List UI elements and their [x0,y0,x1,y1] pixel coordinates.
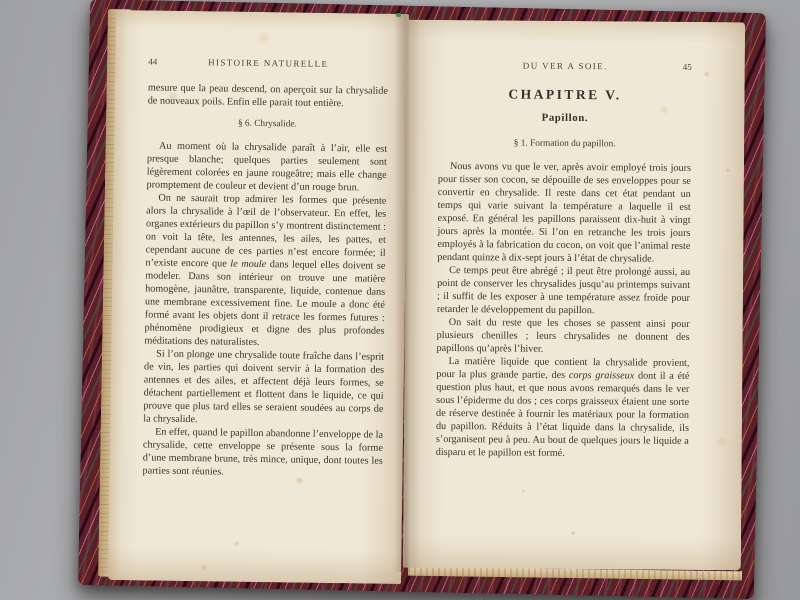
right-page-body [436,87,692,461]
paragraph: La matière liquide que contient la chrysalide provient, pour la plus grande partie, des corps graisseux dont il a été question plus haut, et que nous avons remarqués dans le ver sous l’épiderme du dos ; ces corps graisseux étaient une sorte de réserve destinée à fournir les matériaux pour la formation du papillon. Réduits à l’état liquide dans la chrysalide, ils s’organisent peu à peu. Au bout de quelques jours le liquide a disparu et le papillon est formé. [435,356,690,459]
heading: § 6. Chrysalide. [237,118,297,130]
right-page [403,20,745,571]
paragraph: Ce temps peut être abrégé ; il peut être prolongé aussi, au point de conserver les chrysalides jusqu’au printemps suivant ; il suffit de les exposer à une température assez froide pour retarder le développement du papillon. [436,265,691,317]
left-page-body [142,81,388,480]
left-page-header [148,56,388,73]
right-page-number: 45 [682,61,692,72]
right-running-header: DU VER A SOIE. [522,60,608,72]
right-page-header [439,60,692,76]
paragraph: En effet, quand le papillon abandonne l’enveloppe de la chrysalide, cette enveloppe se présente sous la forme d’une membrane brune, très mince, unique, dont toutes les parties sont réunies. [142,426,384,478]
paragraph: Au moment où la chrysalide paraît à l’air, elle est presque blanche; quelques parties seulement sont légèrement colorées en jaune rougeâtre; mais elle change promptement de couleur et devient d’un rouge brun. [146,140,388,194]
chapter-sub: Papillon. [541,111,589,125]
left-page-number: 44 [148,56,158,67]
paragraph: On sait du reste que les choses se passent ainsi pour plusieurs chenilles ; leurs chrysalides ne donnent des papillons qu’après l’hiver. [436,317,690,355]
paragraph: mesure que la peau descend, on aperçoit sur la chrysalide de nouveaux poils. Enfin elle parait tout entière. [147,82,388,110]
paragraph: Si l’on plonge une chrysalide toute fraîche dans l’esprit de vin, les parties qui doivent servir à la formation des antennes et des ailes, et affectent déjà leurs formes, se détachent partiellement et flottent dans le liquide, ce qui prouve que plus tard elles se seraient soudées au corps de la chrysalide. [143,348,385,426]
left-running-header: HISTOIRE NATURELLE [208,57,329,69]
left-page [108,10,409,584]
paragraph: On ne saurait trop admirer les formes que présente alors la chrysalide à l’œil de l’observateur. En effet, les organes extérieurs du papillon s’y montrent distinctement : on voit la tête, les antennes, les ailes, les pattes, et cependant aucune de ces parties n’est encore formée; il n’existe encore que le moule dans lequel elles doivent se modeler. Dans son intérieur on trouve une matière homogène, jaunâtre, transparente, liquide, contenue dans une membrane excessivement fine. Le moule a donc été formé avant les objets dont il retrace les formes futures : phénomène prodigieux et digne des plus profondes méditations des naturalistes. [144,192,387,349]
paragraph: Nous avons vu que le ver, après avoir employé trois jours pour tisser son cocon, se dépouille de ses enveloppes pour se convertir en chrysalide. Il reste dans cet état pendant un temps qui varie suivant la température a laquelle il est exposé. En général les papillons paraissent dix-huit à vingt jours après la montée. Si l’on en retranche les trois jours employés à la fabrication du cocon, on voit que l’animal reste pendant quinze à dix-sept jours à l’état de chrysalide. [437,161,692,265]
chapter: CHAPITRE V. [508,86,622,103]
green-speck [396,13,401,17]
heading: § 1. Formation du papillon. [513,138,616,150]
